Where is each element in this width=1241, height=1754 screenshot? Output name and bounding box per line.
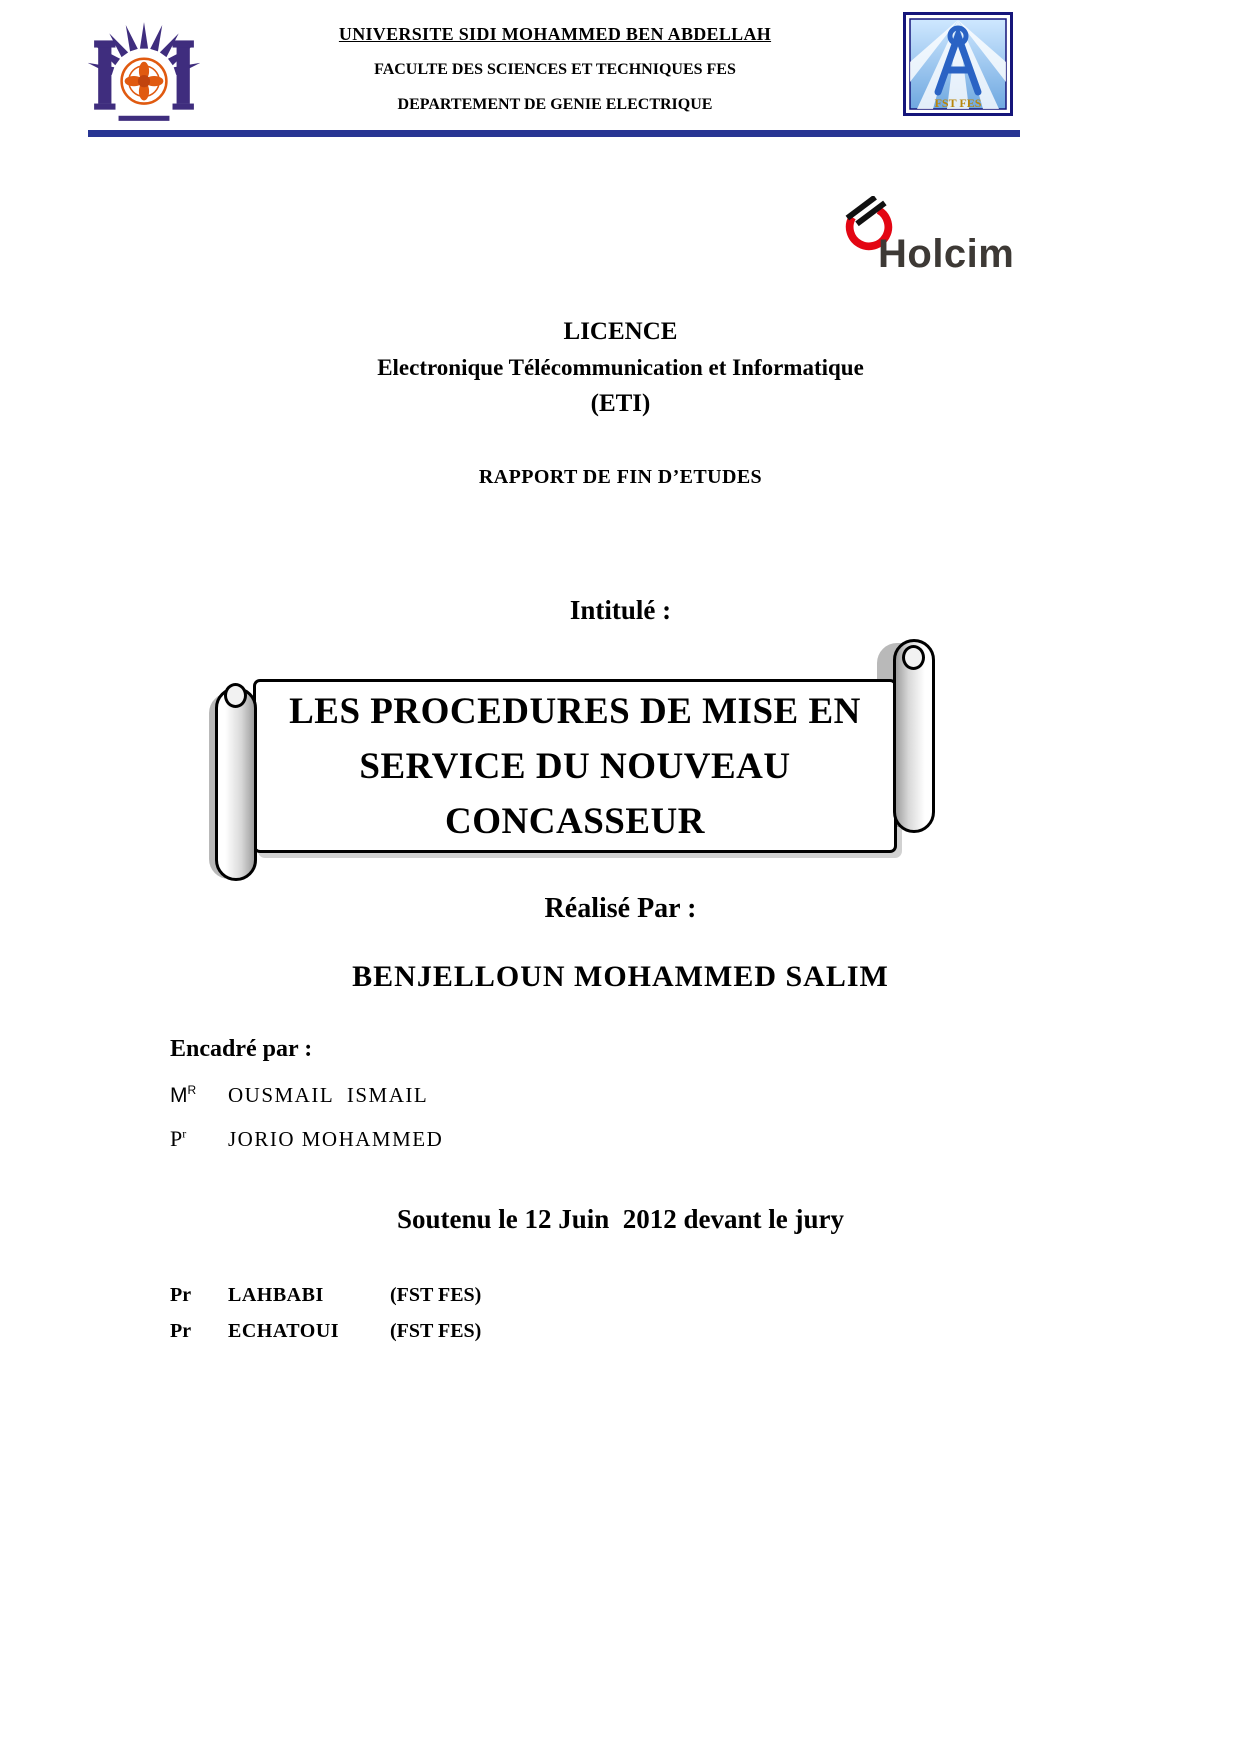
title-banner (205, 635, 945, 883)
supervisor-title-letter: M (170, 1084, 188, 1107)
supervisor-title-sup: R (187, 1083, 197, 1097)
report-title-line-2: SERVICE DU NOUVEAU (359, 745, 791, 787)
author-name: BENJELLOUN MOHAMMED SALIM (352, 960, 889, 993)
supervisor-row (170, 1126, 443, 1152)
jury-member-affiliation: (FST FES) (390, 1284, 482, 1306)
holcim-logo (838, 196, 1028, 291)
jury-member-affiliation: (FST FES) (390, 1320, 482, 1342)
department-name: DEPARTEMENT DE GENIE ELECTRIQUE (397, 96, 713, 113)
supervisor-title-sup: r (182, 1126, 187, 1141)
fst-logo-caption: FST FES (934, 96, 982, 110)
fst-fes-logo-icon (903, 12, 1013, 116)
realise-par-label: Réalisé Par : (544, 893, 697, 924)
jury-member-title: Pr (170, 1284, 192, 1306)
header-text-block (235, 24, 875, 114)
jury-member-name: LAHBABI (228, 1284, 324, 1306)
supervisor-title (170, 1126, 228, 1152)
jury-member-name: ECHATOUI (228, 1320, 340, 1342)
banner-curl-right (902, 645, 925, 670)
program-name: Electronique Télécommunication et Informatique (377, 355, 864, 380)
jury-row (170, 1320, 481, 1343)
report-title-line-3: CONCASSEUR (445, 800, 705, 842)
holcim-wordmark: Holcim (878, 232, 1015, 276)
supervisor-name: JORIO MOHAMMED (228, 1127, 444, 1151)
faculty-name: FACULTE DES SCIENCES ET TECHNIQUES FES (374, 61, 736, 78)
banner-roll-left (215, 687, 257, 881)
program-block (0, 318, 1241, 418)
supervisor-name: OUSMAIL ISMAIL (228, 1083, 429, 1107)
supervisor-title-letter: P (170, 1126, 183, 1151)
supervisor-title (170, 1083, 228, 1108)
university-name: UNIVERSITE SIDI MOHAMMED BEN ABDELLAH (338, 24, 772, 44)
header-divider (88, 130, 1020, 137)
banner-curl-left (224, 683, 247, 708)
degree-name: LICENCE (563, 318, 678, 345)
program-abbreviation: (ETI) (590, 390, 651, 417)
supervisor-row (170, 1082, 428, 1108)
report-title-line-1: LES PROCEDURES DE MISE EN (289, 690, 861, 732)
report-type: RAPPORT DE FIN D’ETUDES (478, 466, 763, 488)
jury-member-title: Pr (170, 1320, 192, 1342)
university-seal-icon (88, 18, 200, 128)
defense-line: Soutenu le 12 Juin 2012 devant le jury (396, 1204, 845, 1234)
report-title (253, 679, 897, 853)
encadre-par-label: Encadré par : (170, 1036, 313, 1062)
intitule-label: Intitulé : (569, 595, 672, 625)
jury-row (170, 1284, 481, 1307)
